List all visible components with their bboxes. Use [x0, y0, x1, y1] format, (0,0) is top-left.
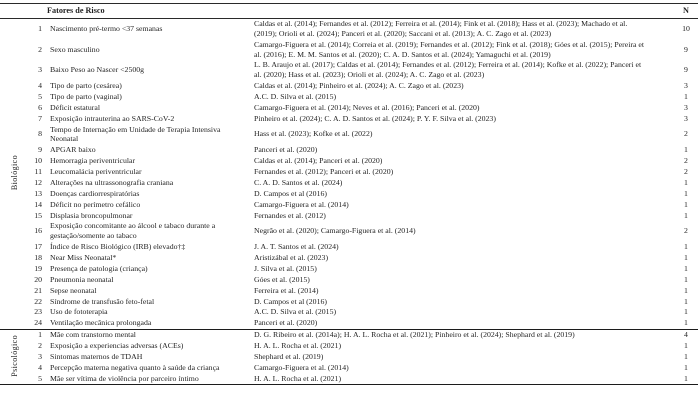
row-number: 14 — [34, 199, 42, 209]
factor-name: Exposição intrauterina ao SARS-CoV-2 — [50, 113, 175, 123]
factor-name: Leucomalácia periventricular — [50, 167, 142, 177]
factor-name: Tipo de parto (vaginal) — [50, 91, 122, 101]
factor-name: Índice de Risco Biológico (IRB) elevado†‡ — [50, 242, 186, 252]
row-number: 16 — [34, 226, 42, 236]
citations: Panceri et al. (2020) — [254, 318, 318, 328]
factor-name: APGAR baixo — [50, 145, 96, 155]
table-row — [0, 307, 698, 318]
header-citations-spacer — [254, 4, 674, 19]
table-row — [0, 177, 698, 188]
citations: Negrão et al. (2020); Camargo-Figuera et al. (2014) — [254, 226, 416, 236]
table-row — [0, 296, 698, 307]
row-number: 2 — [38, 341, 42, 351]
factor-name: Alterações na ultrassonografia craniana — [50, 177, 174, 187]
factor-name: Displasia broncopulmonar — [50, 210, 133, 220]
n-count: 3 — [684, 81, 688, 91]
factor-name: Tempo de Internação em Unidade de Terapia Intensiva Neonatal — [50, 124, 221, 144]
n-count: 1 — [684, 199, 688, 209]
row-number: 22 — [34, 296, 42, 306]
factor-name: Ventilação mecânica prolongada — [50, 318, 152, 328]
citations: H. A. L. Rocha et al. (2021) — [254, 373, 342, 383]
row-number: 1 — [38, 24, 42, 34]
row-number: 4 — [38, 362, 42, 372]
row-number: 20 — [34, 274, 42, 284]
factor-name: Hemorragia periventricular — [50, 156, 136, 166]
n-count: 1 — [684, 285, 688, 295]
row-number: 6 — [38, 102, 42, 112]
citations: H. A. L. Rocha et al. (2021) — [254, 341, 342, 351]
n-count: 1 — [684, 351, 688, 361]
factor-name: Baixo Peso ao Nascer <2500g — [50, 65, 145, 75]
row-number: 4 — [38, 81, 42, 91]
n-count: 9 — [684, 44, 688, 54]
citations: Camargo-Figuera et al. (2014); Neves et al. (2016); Panceri et al. (2020) — [254, 102, 480, 112]
n-count: 1 — [684, 177, 688, 187]
table-row — [0, 18, 698, 39]
factor-name: Mãe com transtorno mental — [50, 330, 136, 340]
table-row — [0, 221, 698, 242]
factor-name: Nascimento pré-termo <37 semanas — [50, 24, 163, 34]
header-section-spacer — [0, 4, 30, 19]
table-row — [0, 39, 698, 60]
n-count: 2 — [684, 129, 688, 139]
n-count: 3 — [684, 102, 688, 112]
factor-name: Pneumonia neonatal — [50, 274, 114, 284]
factor-name: Déficit estatural — [50, 102, 101, 112]
row-number: 2 — [38, 44, 42, 54]
row-number: 19 — [34, 263, 42, 273]
citations: Hass et al. (2023); Kofke et al. (2022) — [254, 129, 373, 139]
table-row — [0, 340, 698, 351]
table-row — [0, 113, 698, 124]
row-number: 23 — [34, 307, 42, 317]
section-label-cell-psicologico — [0, 329, 30, 384]
row-number: 8 — [38, 129, 42, 139]
table-row — [0, 285, 698, 296]
risk-factors-table — [0, 3, 698, 385]
citations: C. A. D. Santos et al. (2024) — [254, 177, 343, 187]
n-count: 1 — [684, 252, 688, 262]
row-number: 7 — [38, 113, 42, 123]
citations: Camargo-Figuera et al. (2014) — [254, 362, 349, 372]
row-number: 24 — [34, 318, 42, 328]
factor-name: Sintomas maternos de TDAH — [50, 351, 143, 361]
header-n-label: N — [674, 4, 698, 19]
factor-name: Tipo de parto (cesárea) — [50, 81, 122, 91]
citations: Caldas et al. (2014); Panceri et al. (2020) — [254, 156, 383, 166]
n-count: 1 — [684, 318, 688, 328]
n-count: 9 — [684, 65, 688, 75]
n-count: 1 — [684, 263, 688, 273]
factor-name: Doenças cardiorrespiratórias — [50, 188, 140, 198]
header-row — [0, 4, 698, 19]
row-number: 5 — [38, 91, 42, 101]
row-number: 13 — [34, 188, 42, 198]
n-count: 2 — [684, 167, 688, 177]
n-count: 4 — [684, 330, 688, 340]
table-row — [0, 199, 698, 210]
table-row — [0, 263, 698, 274]
table-row — [0, 373, 698, 384]
table-row — [0, 80, 698, 91]
table-row — [0, 329, 698, 340]
section-biologico — [0, 18, 698, 329]
row-number: 9 — [38, 145, 42, 155]
header-number-spacer — [30, 4, 47, 19]
table-row — [0, 102, 698, 113]
citations: A.C. D. Silva et al. (2015) — [254, 307, 337, 317]
row-number: 12 — [34, 177, 42, 187]
n-count: 1 — [684, 341, 688, 351]
citations: J. Silva et al. (2015) — [254, 263, 317, 273]
citations: D. Campos et al (2016) — [254, 188, 327, 198]
citations: D. Campos et al (2016) — [254, 296, 327, 306]
citations: Camargo-Figuera et al. (2014); Correia et al. (2019); Fernandes et al. (2012); Fink et al. (2018); Góes et al. (2015); Pereira et al. (2016); E. M. M. Santos et al. (2020); C. A. D. Santos et al. (2024); Yamaguchi et al. (2019) — [254, 39, 645, 59]
citations: Caldas et al. (2014); Fernandes et al. (2012); Ferreira et al. (2014); Fink et al. (2018); Hass et al. (2023); Machado et al. (2019); Orioli et al. (2024); Panceri et al. (2020); Saccani et al. (2013); A. C. Zago et al. (2023) — [254, 19, 628, 38]
factor-name: Uso de fototerapia — [50, 307, 108, 317]
citations: D. G. Ribeiro et al. (2014a); H. A. L. Rocha et al. (2021); Pinheiro et al. (2024); Shephard et al. (2019) — [254, 330, 575, 340]
factor-name: Déficit no perímetro cefálico — [50, 199, 141, 209]
n-count: 2 — [684, 226, 688, 236]
row-number: 10 — [34, 156, 42, 166]
n-count: 1 — [684, 242, 688, 252]
factor-name: Presença de patologia (criança) — [50, 263, 148, 273]
factor-name: Exposição concomitante ao álcool e tabaco durante a gestação/somente ao tabaco — [50, 221, 216, 241]
citations: Ferreira et al. (2014) — [254, 285, 319, 295]
row-number: 1 — [38, 330, 42, 340]
citations: Camargo-Figuera et al. (2014) — [254, 199, 349, 209]
citations: A.C. D. Silva et al. (2015) — [254, 91, 337, 101]
section-label-text: Psicológico — [10, 334, 20, 377]
citations: Fernandes et al. (2012); Panceri et al. (2020) — [254, 167, 394, 177]
n-count: 1 — [684, 145, 688, 155]
factor-name: Mãe ser vítima de violência por parceiro íntimo — [50, 373, 199, 383]
citations: Fernandes et al. (2012) — [254, 210, 326, 220]
citations: Aristizábal et al. (2023) — [254, 252, 329, 262]
n-count: 2 — [684, 156, 688, 166]
factor-name: Near Miss Neonatal* — [50, 252, 117, 262]
n-count: 3 — [684, 113, 688, 123]
table-row — [0, 166, 698, 177]
table-row — [0, 241, 698, 252]
table-row — [0, 124, 698, 145]
table-row — [0, 188, 698, 199]
table-row — [0, 351, 698, 362]
row-number: 21 — [34, 285, 42, 295]
n-count: 1 — [684, 274, 688, 284]
section-label-text: Biológico — [10, 154, 20, 190]
factor-name: Sepse neonatal — [50, 285, 97, 295]
citations: Caldas et al. (2014); Pinheiro et al. (2024); A. C. Zago et al. (2023) — [254, 81, 464, 91]
n-count: 1 — [684, 362, 688, 372]
table-row — [0, 318, 698, 329]
n-count: 1 — [684, 307, 688, 317]
n-count: 1 — [684, 188, 688, 198]
row-number: 11 — [34, 167, 42, 177]
row-number: 3 — [38, 351, 42, 361]
table-row — [0, 362, 698, 373]
row-number: 17 — [34, 242, 42, 252]
row-number: 3 — [38, 65, 42, 75]
table-header — [0, 4, 698, 19]
table-row — [0, 274, 698, 285]
factor-name: Exposição a experiencias adversas (ACEs) — [50, 341, 184, 351]
citations: J. A. T. Santos et al. (2024) — [254, 242, 339, 252]
n-count: 1 — [684, 373, 688, 383]
citations: Góes et al. (2015) — [254, 274, 310, 284]
row-number: 5 — [38, 373, 42, 383]
row-number: 18 — [34, 252, 42, 262]
citations: Shephard et al. (2019) — [254, 351, 324, 361]
n-count: 1 — [684, 296, 688, 306]
table-row — [0, 156, 698, 167]
n-count: 1 — [684, 91, 688, 101]
factor-name: Síndrome de transfusão feto-fetal — [50, 296, 155, 306]
table-row — [0, 91, 698, 102]
factor-name: Percepção materna negativa quanto à saúde da criança — [50, 362, 220, 372]
citations: Panceri et al. (2020) — [254, 145, 318, 155]
citations: L. B. Araujo et al. (2017); Caldas et al. (2014); Fernandes et al. (2012); Ferreira et al. (2014); Kofke et al. (2022); Panceri et al. (2020); Hass et al. (2023); Orioli et al. (2024); A. C. Zago et al. (2023) — [254, 60, 642, 80]
table-row — [0, 60, 698, 81]
section-psicologico — [0, 329, 698, 384]
row-number: 15 — [34, 210, 42, 220]
header-factor-label: Fatores de Risco — [47, 4, 254, 19]
table-row — [0, 252, 698, 263]
factor-name: Sexo masculino — [50, 44, 100, 54]
table-row — [0, 145, 698, 156]
citations: Pinheiro et al. (2024); C. A. D. Santos et al. (2024); P. Y. F. Silva et al. (2023) — [254, 113, 496, 123]
table-row — [0, 210, 698, 221]
section-label-cell-biologico — [0, 18, 30, 329]
n-count: 1 — [684, 210, 688, 220]
n-count: 10 — [682, 24, 690, 34]
